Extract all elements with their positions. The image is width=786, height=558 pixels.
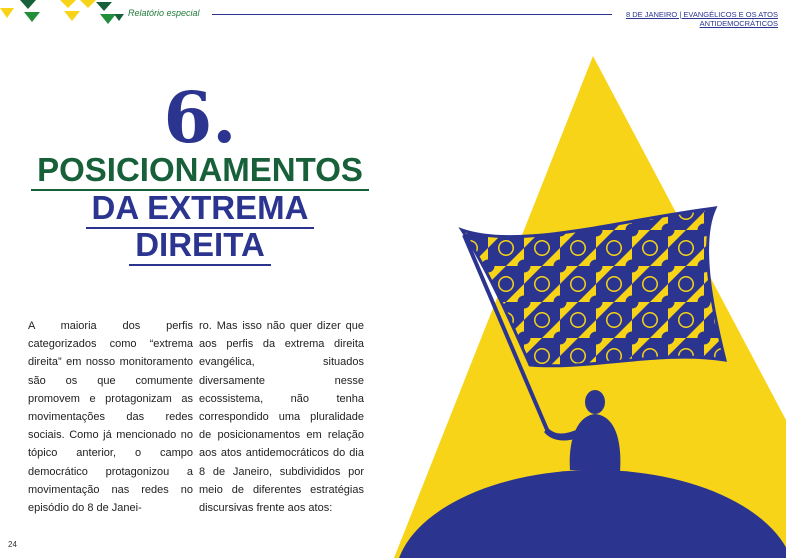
chapter-title-line2 <box>30 190 370 229</box>
page-number: 24 <box>8 540 17 549</box>
document-title-line1: 8 DE JANEIRO | EVANGÉLICOS E OS ATOS <box>626 10 778 19</box>
header-divider <box>212 14 612 15</box>
flag-illustration <box>380 50 786 558</box>
chapter-title-line3 <box>30 227 370 266</box>
chapter-title-text2: DA EXTREMA <box>86 190 315 229</box>
section-label: Relatório especial <box>128 8 200 18</box>
chapter-number: 6. <box>163 76 237 159</box>
chapter-title-text3: DIREITA <box>129 227 271 266</box>
body-column-2: ro. Mas isso não quer dizer que aos perfis da extrema direita evangélica, situados diversamente nesse ecossistema, não tenha correspondido uma pluralidade de posicionamentos em relação aos atos antidemocráticos do dia 8 de Janeiro, subdivididos por meio de diferentes estratégias discursivas frente aos atos: <box>199 320 364 515</box>
chapter-title-line1 <box>30 152 370 191</box>
chapter-title-text1: POSICIONAMENTOS <box>31 152 369 191</box>
document-title[interactable] <box>626 10 778 28</box>
triangle-pattern-icon <box>0 0 130 30</box>
document-title-line2: ANTIDEMOCRÁTICOS <box>699 19 778 28</box>
body-column-1: A maioria dos perfis categorizados como “extrema direita” em nosso monitoramento são os que comumente promovem e protagonizam as movimentações das redes sociais. Como já mencionado no tópico anterior, o campo democrático protagonizou a movimentação nas redes no episódio do 8 de Janei- <box>28 320 193 515</box>
